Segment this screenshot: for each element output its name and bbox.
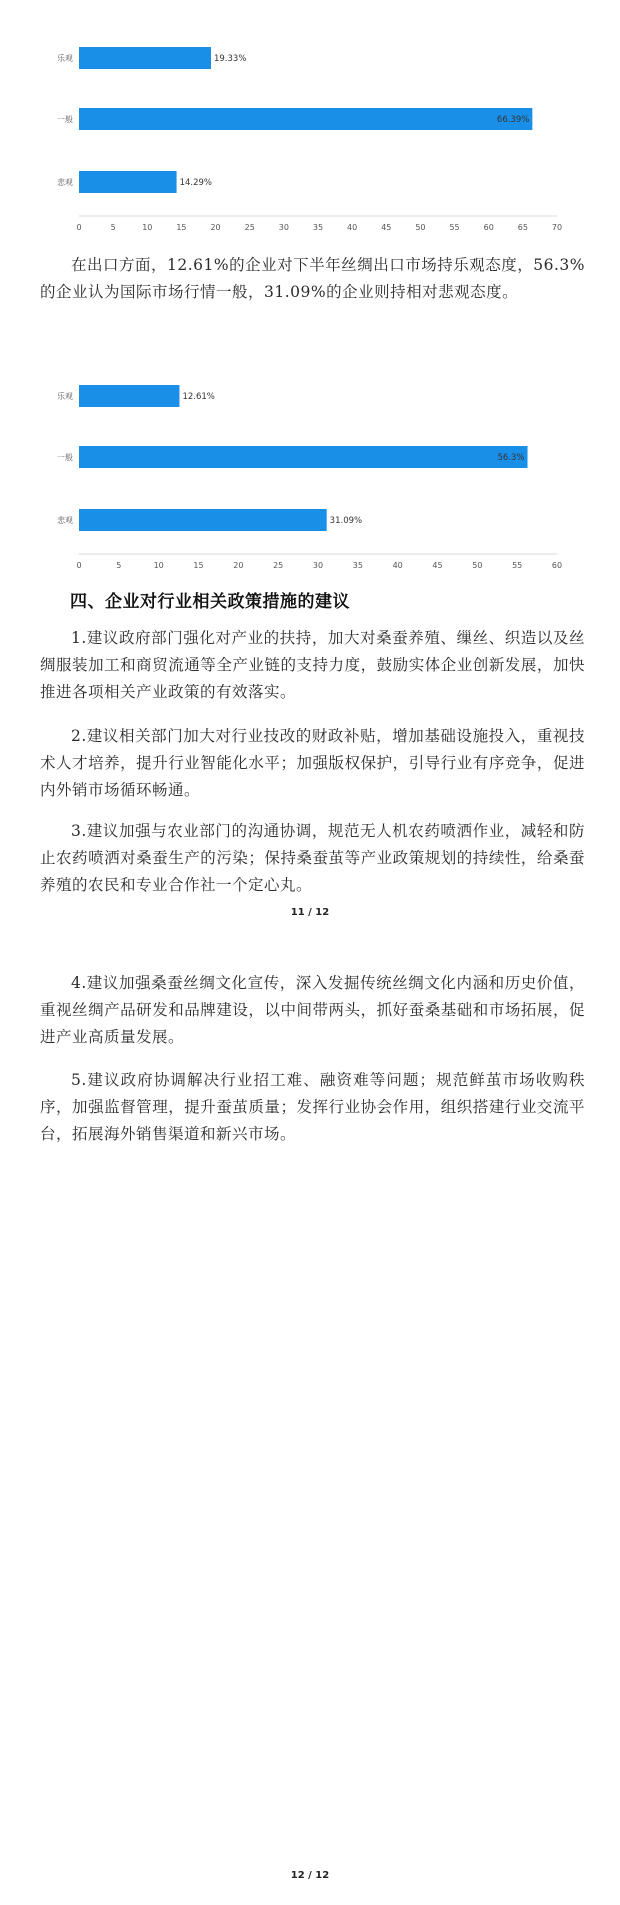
suggestion-item-3: 3.建议加强与农业部门的沟通协调，规范无人机农药喷洒作业，减轻和防止农药喷洒对桑蚕生产的污染；保持桑蚕茧等产业政策规划的持续性，给桑蚕养殖的农民和专业合作社一个定心丸。 — [40, 822, 585, 894]
suggestion-item-5: 5.建议政府协调解决行业招工难、融资难等问题；规范鲜茧市场收购秩序，加强监督管理，提升蚕茧质量；发挥行业协会作用，组织搭建行业交流平台，拓展海外销售渠道和新兴市场。 — [40, 1071, 585, 1143]
chart-1-x-tick-label: 30 — [278, 223, 289, 232]
chart-1-x-tick-label: 15 — [176, 223, 187, 232]
chart-1-x-tick-label: 40 — [347, 223, 358, 232]
chart-domestic-outlook — [0, 30, 620, 240]
chart-1-category-label: 乐观 — [57, 54, 73, 63]
chart-1-bar — [79, 171, 177, 193]
chart-2-x-tick-label: 55 — [512, 561, 523, 568]
chart-2-bar — [79, 446, 528, 468]
suggestion-item-1: 1.建议政府部门强化对产业的扶持，加大对桑蚕养殖、缫丝、织造以及丝绸服装加工和商贸流通等全产业链的支持力度，鼓励实体企业创新发展，加快推进各项相关产业政策的有效落实。 — [40, 629, 585, 701]
chart-1-x-tick-label: 25 — [244, 223, 255, 232]
page-number-12: 12 / 12 — [290, 1870, 330, 1881]
chart-1-x-tick-label: 55 — [449, 223, 460, 232]
chart-1-x-tick-label: 50 — [415, 223, 426, 232]
chart-2-x-tick-label: 40 — [392, 561, 403, 568]
chart-2-x-tick-label: 35 — [352, 561, 363, 568]
chart-2-x-tick-label: 20 — [233, 561, 244, 568]
chart-1-x-tick-label: 20 — [210, 223, 221, 232]
chart-2-x-tick-label: 30 — [312, 561, 324, 568]
export-attitude-paragraph: 在出口方面，12.61%的企业对下半年丝绸出口市场持乐观态度，56.3%的企业认为国际市场行情一般，31.09%的企业则持相对悲观态度。 — [40, 256, 585, 301]
chart-2-x-tick-label: 60 — [551, 561, 563, 568]
chart-1-x-tick-label: 0 — [76, 223, 82, 232]
suggestion-item-4: 4.建议加强桑蚕丝绸文化宣传，深入发掘传统丝绸文化内涵和历史价值，重视丝绸产品研发和品牌建设，以中间带两头，抓好蚕桑基础和市场拓展，促进产业高质量发展。 — [40, 974, 585, 1046]
chart-2-category-label: 悲观 — [57, 516, 73, 525]
chart-1-x-tick-label: 10 — [142, 223, 153, 232]
chart-2-bar — [79, 385, 179, 407]
chart-2-x-tick-label: 5 — [116, 561, 122, 568]
chart-2-data-label: 56.3% — [497, 453, 525, 463]
chart-1-data-label: 19.33% — [213, 54, 247, 64]
chart-2-category-label: 一般 — [57, 453, 73, 462]
chart-1-x-tick-label: 65 — [517, 223, 528, 232]
chart-1-bar — [79, 108, 532, 130]
chart-2-x-tick-label: 50 — [472, 561, 483, 568]
chart-2-data-label: 31.09% — [329, 516, 363, 526]
page-number-11: 11 / 12 — [290, 907, 330, 918]
chart-1-bar — [79, 47, 211, 69]
chart-1-x-tick-label: 35 — [312, 223, 324, 232]
chart-1-category-label: 一般 — [57, 115, 73, 124]
chart-2-category-label: 乐观 — [57, 392, 73, 401]
chart-1-x-tick-label: 60 — [483, 223, 494, 232]
chart-2-x-tick-label: 25 — [273, 561, 284, 568]
chart-2-x-tick-label: 15 — [193, 561, 204, 568]
chart-2-x-tick-label: 45 — [432, 561, 443, 568]
chart-2-svg — [0, 368, 620, 568]
chart-1-svg — [0, 30, 620, 240]
chart-1-data-label: 66.39% — [496, 115, 530, 125]
chart-1-category-label: 悲观 — [57, 178, 73, 187]
chart-1-x-tick-label: 5 — [110, 223, 116, 232]
section-4-heading: 四、企业对行业相关政策措施的建议 — [70, 592, 350, 612]
chart-1-data-label: 14.29% — [179, 178, 213, 188]
suggestion-item-2: 2.建议相关部门加大对行业技改的财政补贴，增加基础设施投入，重视技术人才培养，提升行业智能化水平；加强版权保护，引导行业有序竞争，促进内外销市场循环畅通。 — [40, 727, 585, 799]
chart-1-x-tick-label: 45 — [381, 223, 392, 232]
chart-2-data-label: 12.61% — [182, 392, 215, 402]
chart-2-x-tick-label: 0 — [76, 561, 82, 568]
chart-1-x-tick-label: 70 — [551, 223, 563, 232]
chart-2-bar — [79, 509, 327, 531]
chart-2-x-tick-label: 10 — [153, 561, 164, 568]
chart-export-outlook — [0, 368, 620, 568]
